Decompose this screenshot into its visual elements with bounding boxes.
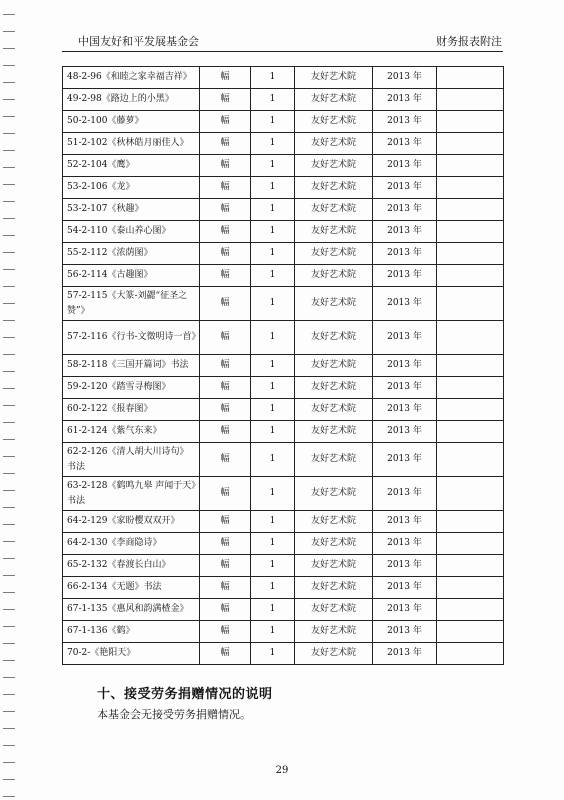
year-cell: 2013 年 <box>373 555 437 577</box>
unit-cell: 幅 <box>200 133 251 155</box>
year-cell: 2013 年 <box>373 533 437 555</box>
note-cell <box>437 443 504 477</box>
item-name-cell: 64-2-130《李商隐诗》 <box>63 533 200 555</box>
quantity-cell: 1 <box>251 265 295 287</box>
note-cell <box>437 133 504 155</box>
binding-tick <box>3 201 15 202</box>
note-cell <box>437 577 504 599</box>
note-cell <box>437 221 504 243</box>
year-cell: 2013 年 <box>373 421 437 443</box>
table-row <box>63 265 504 287</box>
quantity-cell: 1 <box>251 155 295 177</box>
binding-tick <box>3 507 15 508</box>
item-name-cell: 49-2-98《路边上的小黑》 <box>63 89 200 111</box>
binding-tick <box>3 354 15 355</box>
year-cell: 2013 年 <box>373 599 437 621</box>
item-name-cell: 53-2-106《龙》 <box>63 177 200 199</box>
item-name-cell: 70-2-《艳阳天》 <box>63 643 200 665</box>
year-cell: 2013 年 <box>373 265 437 287</box>
quantity-cell: 1 <box>251 421 295 443</box>
source-cell: 友好艺术院 <box>295 355 373 377</box>
item-name-cell: 51-2-102《秋林皓月丽佳人》 <box>63 133 200 155</box>
binding-tick <box>3 796 15 797</box>
table-body <box>63 67 504 665</box>
unit-cell: 幅 <box>200 355 251 377</box>
source-cell: 友好艺术院 <box>295 511 373 533</box>
table-row <box>63 89 504 111</box>
item-name-cell: 62-2-126《清人胡大川诗句》书法 <box>63 443 200 477</box>
quantity-cell: 1 <box>251 133 295 155</box>
source-cell: 友好艺术院 <box>295 421 373 443</box>
unit-cell: 幅 <box>200 199 251 221</box>
binding-tick <box>3 677 15 678</box>
table-row <box>63 555 504 577</box>
binding-tick <box>3 337 15 338</box>
source-cell: 友好艺术院 <box>295 243 373 265</box>
binding-tick <box>3 133 15 134</box>
binding-tick <box>3 762 15 763</box>
item-name-cell: 57-2-115《大篆-刘勰“征圣之赞”》 <box>63 287 200 321</box>
year-cell: 2013 年 <box>373 321 437 355</box>
table-row <box>63 221 504 243</box>
binding-tick <box>3 694 15 695</box>
item-name-cell: 50-2-100《藤萝》 <box>63 111 200 133</box>
binding-tick <box>3 252 15 253</box>
note-cell <box>437 111 504 133</box>
source-cell: 友好艺术院 <box>295 155 373 177</box>
binding-tick <box>3 99 15 100</box>
table-row <box>63 243 504 265</box>
source-cell: 友好艺术院 <box>295 643 373 665</box>
source-cell: 友好艺术院 <box>295 111 373 133</box>
binding-tick <box>3 320 15 321</box>
binding-margin-marks <box>3 0 17 800</box>
source-cell: 友好艺术院 <box>295 577 373 599</box>
year-cell: 2013 年 <box>373 89 437 111</box>
year-cell: 2013 年 <box>373 111 437 133</box>
unit-cell: 幅 <box>200 155 251 177</box>
binding-tick <box>3 405 15 406</box>
table-row <box>63 621 504 643</box>
year-cell: 2013 年 <box>373 221 437 243</box>
note-cell <box>437 243 504 265</box>
binding-tick <box>3 14 15 15</box>
item-name-cell: 66-2-134《无题》书法 <box>63 577 200 599</box>
table-row <box>63 643 504 665</box>
item-name-cell: 48-2-96《和睦之家幸福吉祥》 <box>63 67 200 89</box>
binding-tick <box>3 48 15 49</box>
item-name-cell: 65-2-132《春渡长白山》 <box>63 555 200 577</box>
note-cell <box>437 511 504 533</box>
note-cell <box>437 621 504 643</box>
header-organization: 中国友好和平发展基金会 <box>78 35 199 48</box>
binding-tick <box>3 31 15 32</box>
item-name-cell: 61-2-124《紫气东来》 <box>63 421 200 443</box>
binding-tick <box>3 524 15 525</box>
source-cell: 友好艺术院 <box>295 621 373 643</box>
note-cell <box>437 177 504 199</box>
table-row <box>63 111 504 133</box>
table-row <box>63 599 504 621</box>
year-cell: 2013 年 <box>373 477 437 511</box>
item-name-cell: 54-2-110《泰山养心图》 <box>63 221 200 243</box>
quantity-cell: 1 <box>251 577 295 599</box>
quantity-cell: 1 <box>251 377 295 399</box>
quantity-cell: 1 <box>251 555 295 577</box>
note-cell <box>437 287 504 321</box>
binding-tick <box>3 660 15 661</box>
table-row <box>63 511 504 533</box>
note-cell <box>437 199 504 221</box>
note-cell <box>437 399 504 421</box>
quantity-cell: 1 <box>251 199 295 221</box>
quantity-cell: 1 <box>251 511 295 533</box>
item-name-cell: 63-2-128《鹤鸣九皋 声闻于天》书法 <box>63 477 200 511</box>
year-cell: 2013 年 <box>373 177 437 199</box>
table-row <box>63 67 504 89</box>
binding-tick <box>3 150 15 151</box>
item-name-cell: 53-2-107《秋趣》 <box>63 199 200 221</box>
item-name-cell: 59-2-120《踏雪寻梅图》 <box>63 377 200 399</box>
note-cell <box>437 555 504 577</box>
table-row <box>63 177 504 199</box>
year-cell: 2013 年 <box>373 399 437 421</box>
binding-tick <box>3 371 15 372</box>
unit-cell: 幅 <box>200 643 251 665</box>
item-name-cell: 58-2-118《三国开篇词》书法 <box>63 355 200 377</box>
page-number: 29 <box>275 765 289 776</box>
item-name-cell: 57-2-116《行书-文徵明诗一首》 <box>63 321 200 355</box>
quantity-cell: 1 <box>251 287 295 321</box>
year-cell: 2013 年 <box>373 243 437 265</box>
binding-tick <box>3 575 15 576</box>
binding-tick <box>3 116 15 117</box>
source-cell: 友好艺术院 <box>295 321 373 355</box>
year-cell: 2013 年 <box>373 287 437 321</box>
binding-tick <box>3 728 15 729</box>
unit-cell: 幅 <box>200 287 251 321</box>
unit-cell: 幅 <box>200 511 251 533</box>
donated-artwork-table <box>62 66 504 665</box>
unit-cell: 幅 <box>200 243 251 265</box>
quantity-cell: 1 <box>251 321 295 355</box>
binding-tick <box>3 303 15 304</box>
header-section-title: 财务报表附注 <box>436 35 502 48</box>
item-name-cell: 52-2-104《鹰》 <box>63 155 200 177</box>
table-row <box>63 533 504 555</box>
binding-tick <box>3 745 15 746</box>
binding-tick <box>3 456 15 457</box>
note-cell <box>437 67 504 89</box>
item-name-cell: 56-2-114《古趣图》 <box>63 265 200 287</box>
unit-cell: 幅 <box>200 221 251 243</box>
source-cell: 友好艺术院 <box>295 177 373 199</box>
unit-cell: 幅 <box>200 599 251 621</box>
source-cell: 友好艺术院 <box>295 287 373 321</box>
binding-tick <box>3 643 15 644</box>
note-cell <box>437 355 504 377</box>
unit-cell: 幅 <box>200 477 251 511</box>
binding-tick <box>3 235 15 236</box>
quantity-cell: 1 <box>251 443 295 477</box>
source-cell: 友好艺术院 <box>295 221 373 243</box>
year-cell: 2013 年 <box>373 133 437 155</box>
binding-tick <box>3 473 15 474</box>
binding-tick <box>3 167 15 168</box>
note-cell <box>437 89 504 111</box>
unit-cell: 幅 <box>200 111 251 133</box>
item-name-cell: 67-1-136《鹤》 <box>63 621 200 643</box>
table-row <box>63 287 504 321</box>
table-row <box>63 355 504 377</box>
unit-cell: 幅 <box>200 67 251 89</box>
source-cell: 友好艺术院 <box>295 377 373 399</box>
note-cell <box>437 643 504 665</box>
note-cell <box>437 265 504 287</box>
source-cell: 友好艺术院 <box>295 199 373 221</box>
section-body-text: 本基金会无接受劳务捐赠情况。 <box>97 708 251 721</box>
source-cell: 友好艺术院 <box>295 133 373 155</box>
year-cell: 2013 年 <box>373 443 437 477</box>
binding-tick <box>3 592 15 593</box>
unit-cell: 幅 <box>200 421 251 443</box>
year-cell: 2013 年 <box>373 577 437 599</box>
binding-tick <box>3 541 15 542</box>
note-cell <box>437 377 504 399</box>
unit-cell: 幅 <box>200 533 251 555</box>
binding-tick <box>3 711 15 712</box>
source-cell: 友好艺术院 <box>295 477 373 511</box>
source-cell: 友好艺术院 <box>295 599 373 621</box>
binding-tick <box>3 779 15 780</box>
item-name-cell: 67-1-135《惠风和韵满楂金》 <box>63 599 200 621</box>
note-cell <box>437 321 504 355</box>
binding-tick <box>3 422 15 423</box>
table-row <box>63 577 504 599</box>
item-name-cell: 55-2-112《浓荫图》 <box>63 243 200 265</box>
binding-tick <box>3 286 15 287</box>
source-cell: 友好艺术院 <box>295 555 373 577</box>
year-cell: 2013 年 <box>373 355 437 377</box>
note-cell <box>437 599 504 621</box>
binding-tick <box>3 218 15 219</box>
unit-cell: 幅 <box>200 321 251 355</box>
unit-cell: 幅 <box>200 177 251 199</box>
binding-tick <box>3 439 15 440</box>
binding-tick <box>3 558 15 559</box>
year-cell: 2013 年 <box>373 67 437 89</box>
unit-cell: 幅 <box>200 443 251 477</box>
table-row <box>63 421 504 443</box>
binding-tick <box>3 269 15 270</box>
quantity-cell: 1 <box>251 111 295 133</box>
binding-tick <box>3 82 15 83</box>
year-cell: 2013 年 <box>373 155 437 177</box>
note-cell <box>437 421 504 443</box>
quantity-cell: 1 <box>251 477 295 511</box>
source-cell: 友好艺术院 <box>295 89 373 111</box>
source-cell: 友好艺术院 <box>295 399 373 421</box>
quantity-cell: 1 <box>251 643 295 665</box>
unit-cell: 幅 <box>200 377 251 399</box>
quantity-cell: 1 <box>251 621 295 643</box>
table-row <box>63 155 504 177</box>
quantity-cell: 1 <box>251 67 295 89</box>
table-row <box>63 199 504 221</box>
binding-tick <box>3 490 15 491</box>
source-cell: 友好艺术院 <box>295 265 373 287</box>
quantity-cell: 1 <box>251 89 295 111</box>
binding-tick <box>3 626 15 627</box>
quantity-cell: 1 <box>251 243 295 265</box>
table-row <box>63 377 504 399</box>
unit-cell: 幅 <box>200 577 251 599</box>
quantity-cell: 1 <box>251 599 295 621</box>
year-cell: 2013 年 <box>373 511 437 533</box>
year-cell: 2013 年 <box>373 377 437 399</box>
unit-cell: 幅 <box>200 399 251 421</box>
unit-cell: 幅 <box>200 265 251 287</box>
quantity-cell: 1 <box>251 355 295 377</box>
year-cell: 2013 年 <box>373 199 437 221</box>
source-cell: 友好艺术院 <box>295 67 373 89</box>
binding-tick <box>3 388 15 389</box>
unit-cell: 幅 <box>200 555 251 577</box>
quantity-cell: 1 <box>251 221 295 243</box>
table-row <box>63 399 504 421</box>
quantity-cell: 1 <box>251 399 295 421</box>
quantity-cell: 1 <box>251 533 295 555</box>
quantity-cell: 1 <box>251 177 295 199</box>
source-cell: 友好艺术院 <box>295 533 373 555</box>
unit-cell: 幅 <box>200 89 251 111</box>
source-cell: 友好艺术院 <box>295 443 373 477</box>
item-name-cell: 64-2-129《家盼樱双双开》 <box>63 511 200 533</box>
header-divider <box>62 51 503 52</box>
year-cell: 2013 年 <box>373 643 437 665</box>
year-cell: 2013 年 <box>373 621 437 643</box>
table-row <box>63 477 504 511</box>
binding-tick <box>3 65 15 66</box>
table-row <box>63 321 504 355</box>
table-row <box>63 443 504 477</box>
note-cell <box>437 533 504 555</box>
binding-tick <box>3 609 15 610</box>
item-name-cell: 60-2-122《报春图》 <box>63 399 200 421</box>
table-row <box>63 133 504 155</box>
section-heading: 十、接受劳务捐赠情况的说明 <box>97 687 273 702</box>
unit-cell: 幅 <box>200 621 251 643</box>
note-cell <box>437 477 504 511</box>
binding-tick <box>3 184 15 185</box>
note-cell <box>437 155 504 177</box>
